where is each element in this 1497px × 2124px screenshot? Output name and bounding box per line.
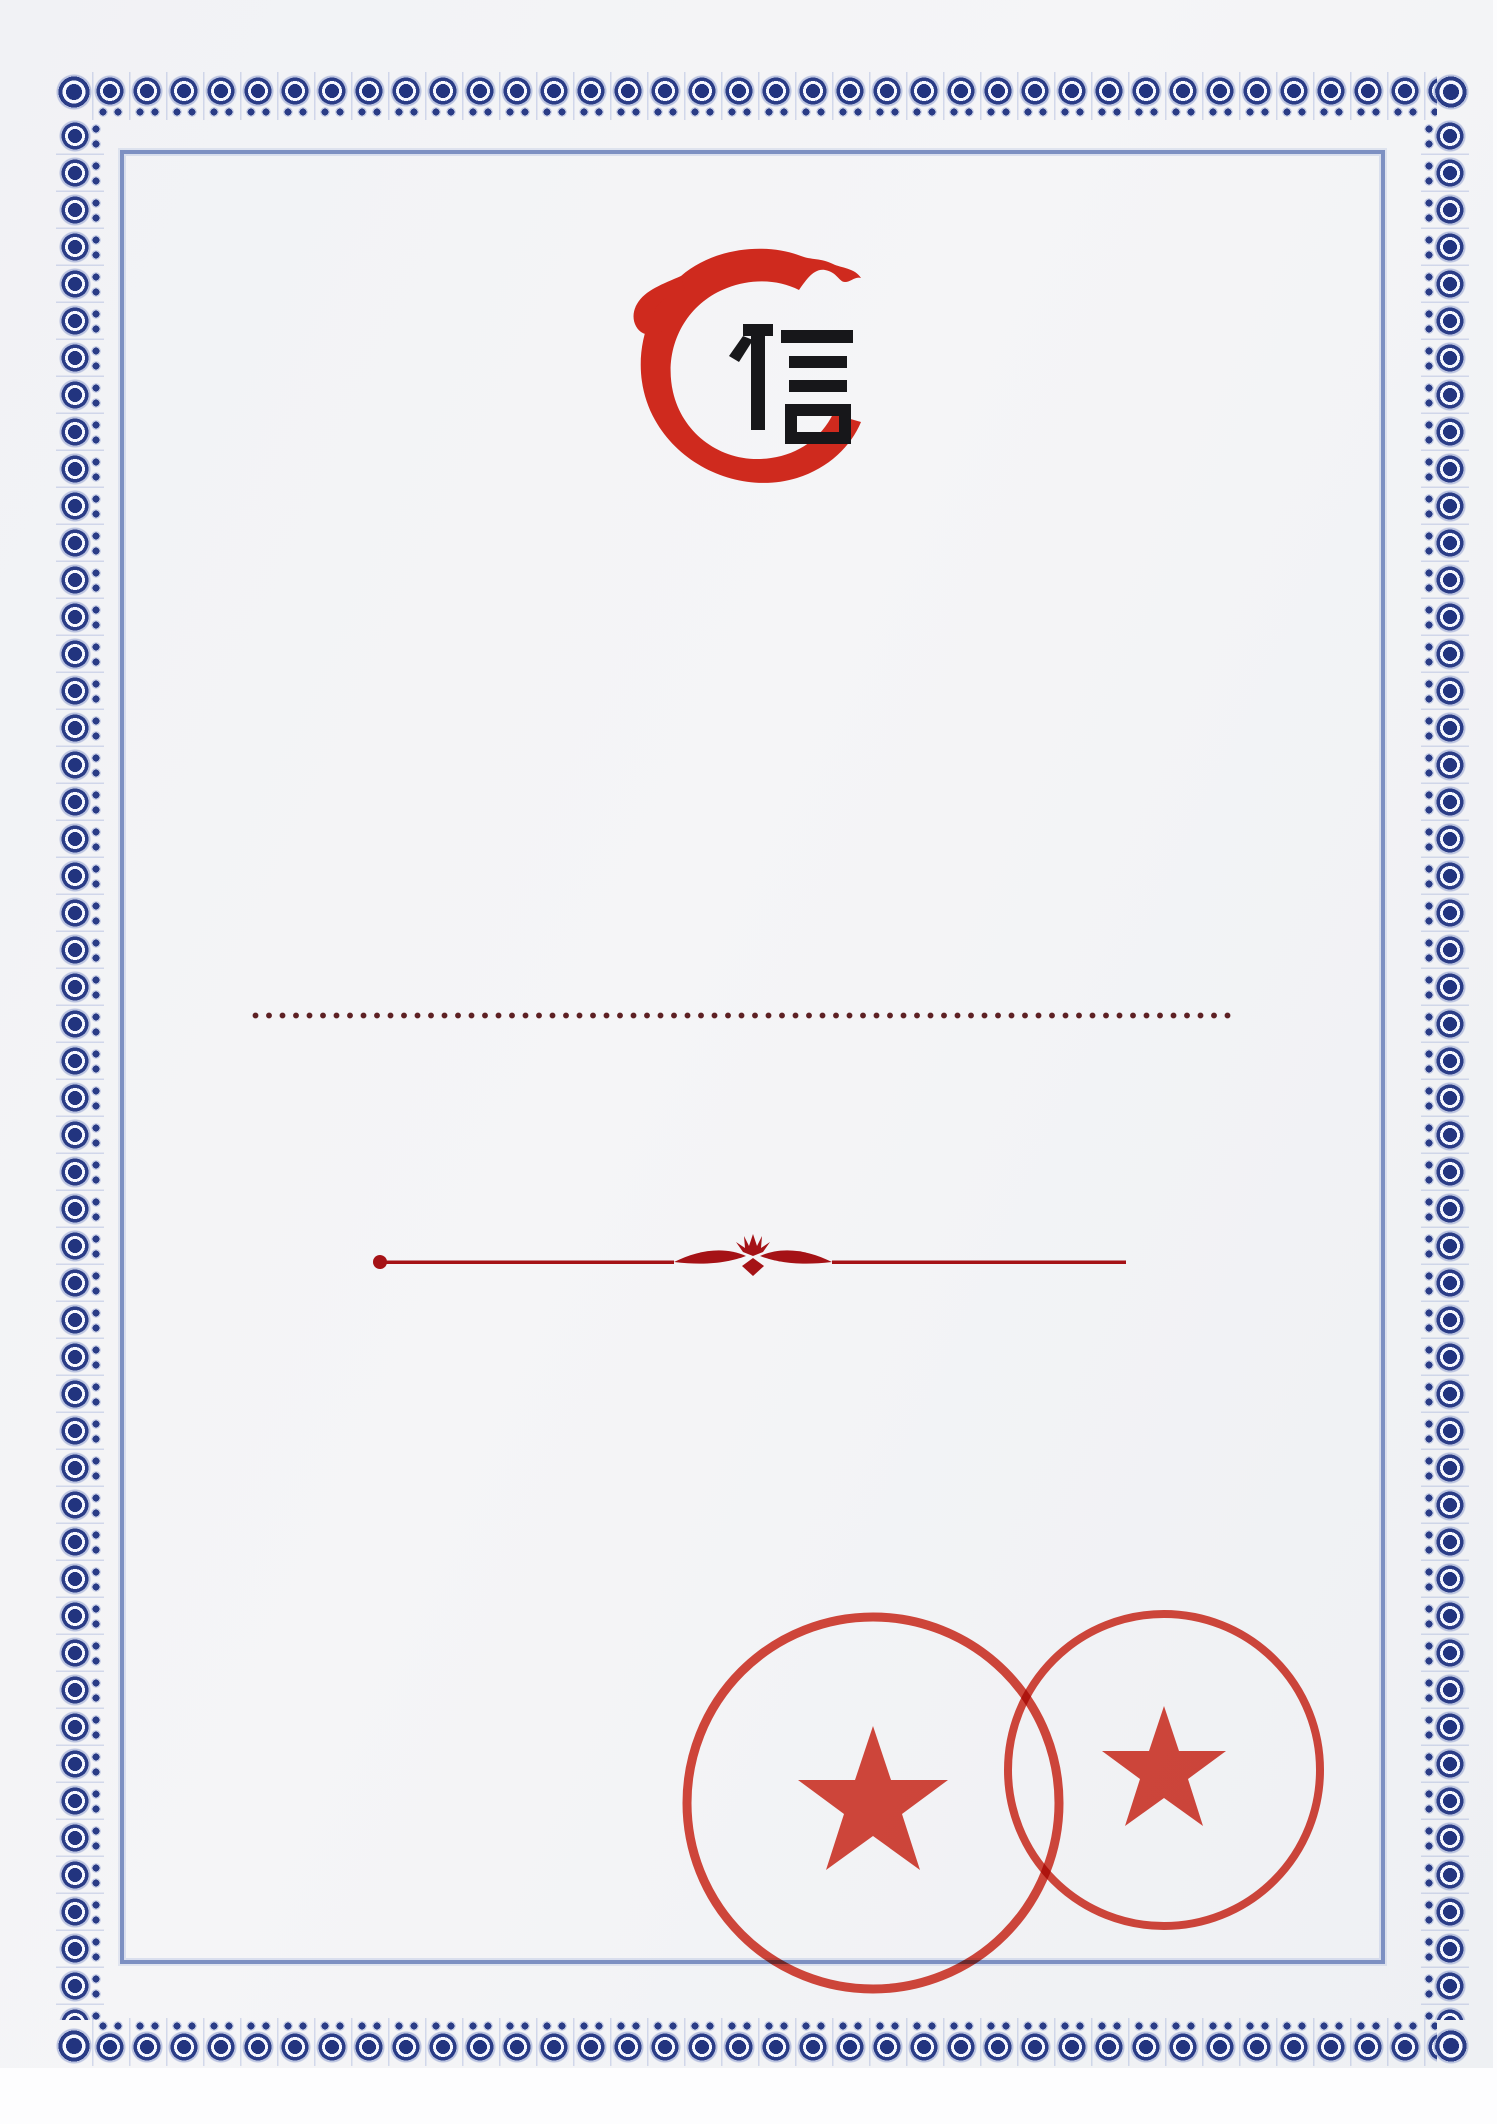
border-corner-icon <box>1429 2024 1473 2068</box>
flourish-divider-icon <box>368 1232 1138 1282</box>
photo-bottom-margin <box>0 2068 1497 2124</box>
border-ornament-top <box>92 72 1437 120</box>
border-corner-icon <box>52 2024 96 2068</box>
border-ornament-left <box>56 118 104 2020</box>
qr-code <box>200 1652 378 1830</box>
border-corner-icon <box>1429 70 1473 114</box>
border-corner-icon <box>52 70 96 114</box>
dotted-separator <box>252 1012 1237 1019</box>
border-ornament-bottom <box>92 2018 1437 2066</box>
explanation-section <box>154 1280 1345 1290</box>
platform-seal <box>992 1598 1337 1943</box>
credit-logo-icon <box>593 238 913 513</box>
certificate-content <box>120 150 1385 1964</box>
border-ornament-right <box>1421 118 1469 2020</box>
